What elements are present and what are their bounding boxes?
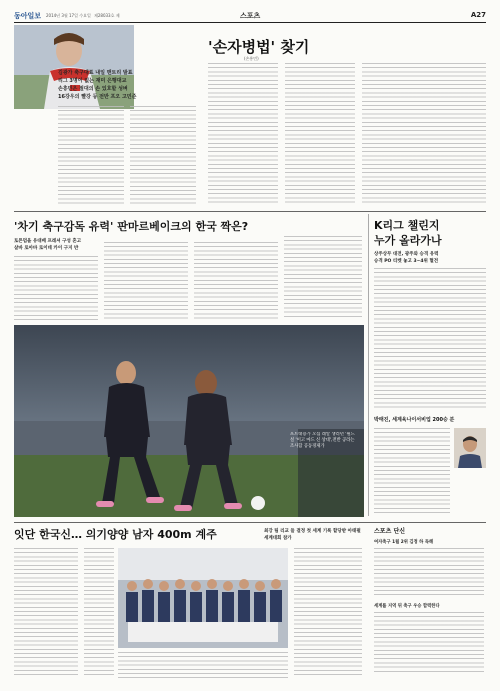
deck-line: 16강우의 빨강 등 전반 프오 고민준 [58,94,137,100]
page-header [14,11,486,21]
subhead-line: 토튼멈을 유대배 프레셔 구성 혼고 [14,239,82,244]
issue-number: 제28033호 제 [94,12,120,18]
top-story-body-col5 [362,63,486,204]
deck-line: 손흥민은 절대의 손 있호할 성벼 [58,86,128,92]
right-story-body [374,268,486,410]
top-story-body-col2 [130,106,196,204]
bottom-story-body-col2 [84,548,114,678]
section-name: 스포츠 [240,12,261,20]
main-story-subhead [14,238,110,252]
right-profile-caption: 박태진, 세계육나이서비업 200승 분 [374,417,455,423]
right-story-subhead [374,251,486,265]
bottom-story-body-col3 [294,548,362,678]
bottom-story-body-col1 [14,548,78,678]
deck-line: 김광가 축구대표 내일 맨트리 발표 [58,70,133,76]
subhead-line: 살바 로아바 로이데 카이 구지 반 [14,246,79,251]
profile-photo [454,428,486,468]
bottom-story-subhead: 최강 팀 리교 들 결정 첫 세계 기록 할당받 아태펄 세계대회 참가 [264,529,361,541]
top-story-headline: '손자병법' 찾기 [208,38,310,56]
bottom-story-headline: 잇단 한국신… 의기양양 남자 400m 계주 [14,528,217,541]
news-brief-item-body [374,548,484,598]
right-headline-line: K리그 챌린지 [374,219,440,232]
issue-date: 2014년 3월 17일 수요일 [46,12,91,18]
header-rule [14,22,486,23]
news-brief-box [368,526,486,678]
deck-line: 리그 3명이 없는 재미 은행대교 [58,78,127,84]
right-column-rule [368,214,369,516]
bottom-story-photo [118,548,288,648]
section-rule-bottom [14,522,486,523]
main-story-body-col4 [284,236,362,320]
news-brief-item-body [374,612,484,672]
main-story-body-col2 [104,242,188,320]
page-number: A27 [470,11,486,19]
bottom-photo-caption-text [118,652,288,678]
section-rule [14,211,486,212]
main-story-headline: '차기 축구감독 유력' 판마르베이크의 한국 짝은? [14,220,249,233]
top-story-deck [58,69,208,101]
news-brief-item: 여자축구 1월 2위 김정 하 독해 [374,540,434,545]
news-brief-item: 세계를 지역 뒤 축구 우승 합력한다 [374,604,440,609]
right-story-headline [374,218,486,248]
main-story-photo-caption: 포트대용가 오십 레알 생러던 '필드 설 '이고 마드 신 상대',전반 공라는 조사함 공동경제가 [290,432,355,449]
right-headline-line: 누가 올라가나 [374,234,442,247]
news-brief-title: 스포츠 단신 [374,528,406,535]
top-story-body-col4 [285,63,355,204]
right-subhead-line: 상주상무 대전, 광주와 승격 유력 [374,252,439,257]
main-story-body-col1 [14,256,98,320]
masthead-logo: 동아일보 [14,12,42,20]
right-profile-body [374,428,450,516]
main-story-body-col3 [194,242,278,320]
top-story-byline-tag: (손흥민) [244,56,259,61]
right-subhead-line: 승격 PO 티켓 놓고 3~4위 혈전 [374,259,439,264]
top-story-body-col1 [58,106,124,204]
top-story-body-col3 [208,63,278,204]
